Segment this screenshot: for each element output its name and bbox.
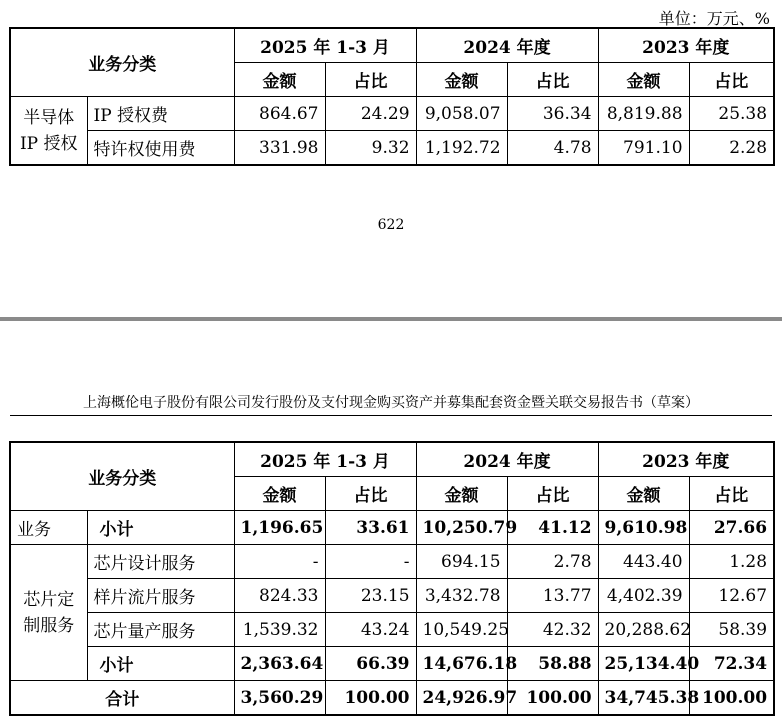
header-period-2025q1: 2025 年 1-3 月 <box>234 442 416 477</box>
cell-value: 1,539.32 <box>234 613 325 647</box>
cell-value: 72.34 <box>689 647 774 681</box>
cell-value: 4,402.39 <box>598 579 689 613</box>
row-name: 特许权使用费 <box>87 131 234 166</box>
table-row <box>10 97 774 131</box>
page-number: 622 <box>377 217 405 233</box>
cell-value: 34,745.38 <box>598 681 689 716</box>
header-amount: 金额 <box>416 63 507 97</box>
group-label-line2: IP 授权 <box>19 133 78 154</box>
cell-value: 43.24 <box>325 613 416 647</box>
cell-value: 3,432.78 <box>416 579 507 613</box>
header-period-2024: 2024 年度 <box>416 28 598 63</box>
group-label-line1: 半导体 <box>23 107 75 128</box>
row-name-total: 合计 <box>10 681 234 716</box>
cell-value: 12.67 <box>689 579 774 613</box>
group-label-chip-custom <box>10 545 87 681</box>
header-amount: 金额 <box>416 477 507 511</box>
header-period-2023: 2023 年度 <box>598 28 774 63</box>
table-row <box>10 647 774 681</box>
cell-value: 694.15 <box>416 545 507 579</box>
cell-value: 24.29 <box>325 97 416 131</box>
table-row <box>10 579 774 613</box>
cell-value: 1,192.72 <box>416 131 507 166</box>
page-divider <box>0 317 782 321</box>
cell-value: 10,250.79 <box>416 511 507 545</box>
group-label-business: 业务 <box>10 511 87 545</box>
table-row <box>10 681 774 716</box>
row-name-subtotal: 小计 <box>87 511 234 545</box>
cell-value: 9,058.07 <box>416 97 507 131</box>
cell-value: 100.00 <box>325 681 416 716</box>
cell-value: 100.00 <box>689 681 774 716</box>
cell-value: 3,560.29 <box>234 681 325 716</box>
header-amount: 金额 <box>234 63 325 97</box>
header-ratio: 占比 <box>689 63 774 97</box>
cell-value: 27.66 <box>689 511 774 545</box>
table-row <box>10 511 774 545</box>
header-ratio: 占比 <box>507 477 598 511</box>
cell-value: 20,288.62 <box>598 613 689 647</box>
revenue-table-bottom <box>9 441 775 716</box>
cell-value: 4.78 <box>507 131 598 166</box>
cell-value: 443.40 <box>598 545 689 579</box>
document-title: 上海概伦电子股份有限公司发行股份及支付现金购买资产并募集配套资金暨关联交易报告书（草案） <box>10 392 772 416</box>
header-ratio: 占比 <box>507 63 598 97</box>
cell-value: 2.28 <box>689 131 774 166</box>
header-period-2025q1: 2025 年 1-3 月 <box>234 28 416 63</box>
cell-value: 23.15 <box>325 579 416 613</box>
table-row <box>10 131 774 166</box>
cell-value: 25,134.40 <box>598 647 689 681</box>
cell-value: 25.38 <box>689 97 774 131</box>
cell-value: 1.28 <box>689 545 774 579</box>
cell-value: 42.32 <box>507 613 598 647</box>
header-amount: 金额 <box>598 477 689 511</box>
cell-value: 24,926.97 <box>416 681 507 716</box>
cell-value: 2.78 <box>507 545 598 579</box>
header-ratio: 占比 <box>325 477 416 511</box>
cell-value: 100.00 <box>507 681 598 716</box>
group-label-line1: 芯片定 <box>23 589 75 610</box>
row-name: IP 授权费 <box>87 97 234 131</box>
cell-value: 41.12 <box>507 511 598 545</box>
header-ratio: 占比 <box>325 63 416 97</box>
row-name: 芯片量产服务 <box>87 613 234 647</box>
cell-value: 8,819.88 <box>598 97 689 131</box>
group-label-semiconductor-ip <box>10 97 87 166</box>
header-category: 业务分类 <box>10 28 234 97</box>
header-amount: 金额 <box>598 63 689 97</box>
cell-value: 864.67 <box>234 97 325 131</box>
row-name: 芯片设计服务 <box>87 545 234 579</box>
cell-value: 9.32 <box>325 131 416 166</box>
row-name: 样片流片服务 <box>87 579 234 613</box>
cell-value: 1,196.65 <box>234 511 325 545</box>
header-category: 业务分类 <box>10 442 234 511</box>
cell-value: 13.77 <box>507 579 598 613</box>
cell-value: 9,610.98 <box>598 511 689 545</box>
row-name-subtotal: 小计 <box>87 647 234 681</box>
header-period-2024: 2024 年度 <box>416 442 598 477</box>
cell-value: 66.39 <box>325 647 416 681</box>
header-ratio: 占比 <box>689 477 774 511</box>
cell-value: 14,676.18 <box>416 647 507 681</box>
cell-value: 824.33 <box>234 579 325 613</box>
cell-value: 33.61 <box>325 511 416 545</box>
group-label-line2: 制服务 <box>23 615 75 636</box>
header-amount: 金额 <box>234 477 325 511</box>
cell-value: 36.34 <box>507 97 598 131</box>
cell-value: 10,549.25 <box>416 613 507 647</box>
cell-value: - <box>234 545 325 579</box>
revenue-table-top <box>9 27 775 166</box>
cell-value: 2,363.64 <box>234 647 325 681</box>
cell-value: 791.10 <box>598 131 689 166</box>
cell-value: 331.98 <box>234 131 325 166</box>
table-row <box>10 545 774 579</box>
cell-value: 58.39 <box>689 613 774 647</box>
unit-label: 单位：万元、% <box>658 9 770 28</box>
header-period-2023: 2023 年度 <box>598 442 774 477</box>
cell-value: - <box>325 545 416 579</box>
table-row <box>10 613 774 647</box>
cell-value: 58.88 <box>507 647 598 681</box>
